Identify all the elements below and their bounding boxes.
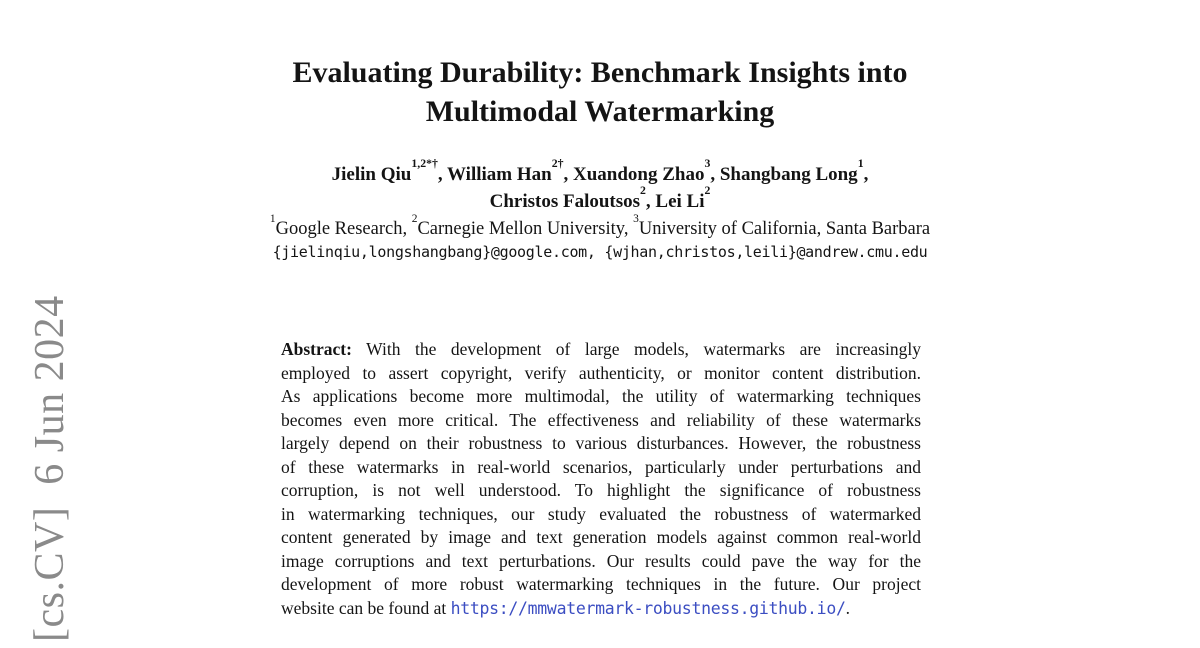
affiliations-line: $^1$Google Research, $^2$Carnegie Mellon University, $^3$University of California, Santa Barbara xyxy=(269,212,931,239)
superscript-marker: 2 xyxy=(640,184,646,198)
abstract-line: in watermarking techniques, our study evaluated the robustness of watermarked xyxy=(281,503,921,524)
abstract-line: employed to assert copyright, verify authenticity, or monitor content distribution. xyxy=(281,362,921,383)
superscript-marker: 1,2*† xyxy=(411,157,438,171)
author-emails: {jielinqiu,longshangbang}@google.com, {wjhan,christos,leili}@andrew.cmu.edu xyxy=(272,243,928,261)
abstract-line: largely depend on their robustness to various disturbances. However, the robustness xyxy=(281,433,921,453)
authors-line-1: Jielin Qiu$^{1,2*\dagger}$, William Han$^{2\dagger}$, Xuandong Zhao$^3$, Shangbang Long$^1$, xyxy=(331,157,869,185)
superscript-marker: 1 xyxy=(269,212,276,225)
abstract-line: becomes even more critical. The effectiveness and reliability of these watermarks xyxy=(281,409,921,430)
superscript-marker: 3 xyxy=(633,212,639,225)
abstract-line: Abstract: With the development of large models, watermarks are increasingly xyxy=(281,339,921,359)
superscript-marker: 3 xyxy=(704,157,711,171)
abstract-line: corruption, is not well understood. To highlight the significance of robustness xyxy=(281,480,921,500)
abstract-line: As applications become more multimodal, the utility of watermarking techniques xyxy=(281,386,921,406)
paper-title xyxy=(0,53,1200,131)
authors-block xyxy=(0,157,1200,215)
authors-line-2: Christos Faloutsos$^2$, Lei Li$^2$ xyxy=(489,184,711,212)
abstract-line: development of more robust watermarking techniques in the future. Our project xyxy=(281,574,921,594)
superscript-marker: 2† xyxy=(551,157,564,171)
paper-title-line-2: Multimodal Watermarking xyxy=(425,95,775,128)
abstract-line: image corruptions and text perturbations. Our results could pave the way for the xyxy=(281,550,921,571)
abstract xyxy=(281,338,921,620)
paper-title-line-1: Evaluating Durability: Benchmark Insights into xyxy=(292,56,908,89)
superscript-marker: 1 xyxy=(857,157,864,171)
superscript-marker: 2 xyxy=(411,212,418,225)
abstract-line: website can be found at https://mmwatermark-robustness.github.io/. xyxy=(281,597,850,618)
superscript-marker: 2 xyxy=(704,184,711,198)
arxiv-category-date-stamp: [cs.CV] 6 Jun 2024 xyxy=(27,295,73,642)
abstract-line: content generated by image and text generation models against common real-world xyxy=(281,527,921,547)
abstract-line: of these watermarks in real-world scenarios, particularly under perturbations and xyxy=(281,456,921,477)
abstract-label: Abstract: xyxy=(281,339,352,359)
project-website-link[interactable]: https://mmwatermark-robustness.github.io/ xyxy=(450,598,846,618)
